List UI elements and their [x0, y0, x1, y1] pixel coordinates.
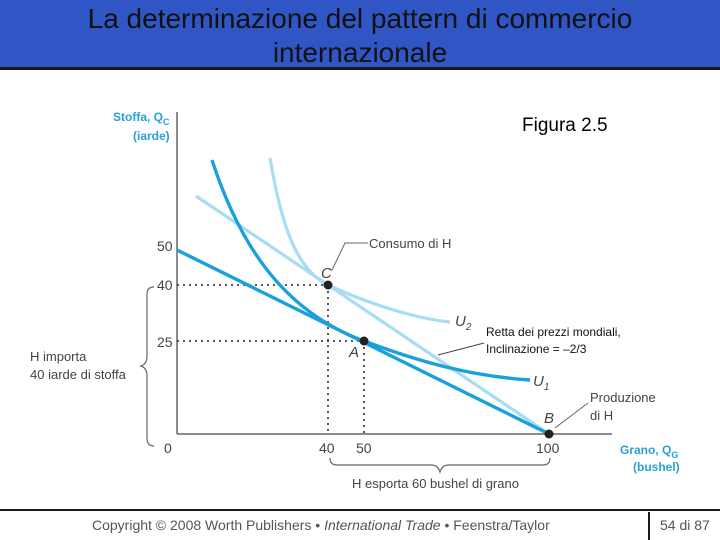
- slide-title-line2: internazionale: [272, 37, 448, 68]
- point-b-label: B: [544, 410, 555, 427]
- footer-bullet: •: [315, 517, 321, 533]
- consumo-leader: [332, 243, 368, 270]
- footer-copyright-part: Copyright © 2008 Worth Publishers: [92, 517, 316, 533]
- slide-title-line1: La determinazione del pattern di commercio: [87, 3, 633, 34]
- y-axis-title: Stoffa, $Q_C$: [113, 110, 170, 127]
- u1-label: $U_1$: [533, 373, 550, 393]
- retta-label-line2: Inclinazione = –2/3: [486, 342, 587, 356]
- importa-label-line2: 40 iarde di stoffa: [30, 367, 126, 382]
- point-b: [545, 430, 554, 439]
- x-tick-50: 50: [356, 440, 372, 456]
- retta-leader: [438, 343, 484, 355]
- page-number: 54 di 87: [660, 517, 710, 533]
- y-tick-0: 0: [164, 440, 172, 456]
- importa-brace: [141, 287, 154, 446]
- esporta-brace: [330, 458, 550, 472]
- x-axis-unit: (bushel): [633, 460, 680, 474]
- y-tick-25: 25: [157, 334, 173, 350]
- produzione-label-line1: Produzione: [590, 390, 656, 405]
- point-a-label: A: [349, 344, 360, 361]
- world-price-line: [196, 196, 549, 434]
- produzione-leader: [555, 403, 588, 428]
- consumo-label: Consumo di H: [369, 236, 452, 251]
- footer-copyright-part: International Trade: [320, 517, 445, 533]
- footer-bullet: •: [444, 517, 450, 533]
- x-tick-100: 100: [536, 440, 560, 456]
- point-c-label: C: [321, 265, 332, 282]
- importa-label-line1: H importa: [30, 349, 87, 364]
- footer-copyright-part: Feenstra/Taylor: [449, 517, 550, 533]
- footer-rule: [0, 509, 720, 511]
- y-tick-40: 40: [157, 277, 173, 293]
- figure-label: Figura 2.5: [522, 115, 608, 136]
- footer-copyright: [92, 517, 550, 533]
- esporta-label: H esporta 60 bushel di grano: [352, 476, 519, 491]
- y-axis-unit: (iarde): [133, 129, 170, 143]
- point-a: [360, 337, 369, 346]
- x-tick-40: 40: [319, 440, 335, 456]
- x-axis-title: Grano, $Q_G$: [620, 443, 679, 460]
- produzione-label-line2: di H: [590, 408, 614, 423]
- footer-separator: [648, 512, 650, 540]
- retta-label-line1: Retta dei prezzi mondiali,: [486, 325, 621, 339]
- y-tick-50: 50: [157, 238, 173, 254]
- u2-label: $U_2$: [455, 313, 472, 333]
